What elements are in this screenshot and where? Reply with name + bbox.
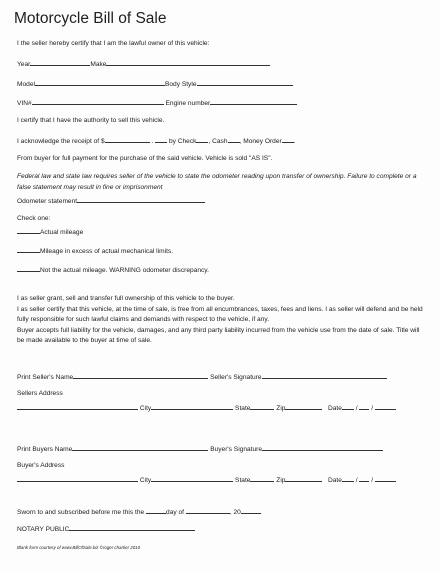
sworn-day-label: day of xyxy=(166,509,184,516)
federal-notice: Federal law and state law requires seller of the vehicle to state the odometer reading upon transfer of ownership. Failure to complete or a false statement may result in fine or imprisonment xyxy=(17,173,417,191)
receipt-label: I acknowledge the receipt of $ xyxy=(17,138,105,145)
option-actual-label: Actual mileage xyxy=(40,229,84,236)
check-one-label: Check one: xyxy=(17,215,51,222)
transfer-paragraph xyxy=(17,294,427,347)
buyer-city-field[interactable] xyxy=(151,475,233,482)
seller-city-field[interactable] xyxy=(151,403,233,410)
sworn-year-label: , 20 xyxy=(229,509,241,516)
year-row xyxy=(17,59,270,69)
check-field[interactable] xyxy=(196,136,208,143)
notary-label: NOTARY PUBLIC xyxy=(17,526,70,533)
engine-number-field[interactable] xyxy=(210,98,297,105)
money-order-field[interactable] xyxy=(282,136,294,143)
option-actual-checkbox[interactable] xyxy=(17,227,40,234)
certify-authority-text: I certify that I have the authority to sell this vehicle. xyxy=(17,117,165,124)
buyer-address-label: Buyer's Address xyxy=(17,462,65,469)
buyer-state-label: State xyxy=(235,477,251,484)
buyer-address-field[interactable] xyxy=(17,475,138,482)
engine-number-label: Engine number xyxy=(165,100,211,107)
vin-row xyxy=(17,98,297,108)
buyer-accepts-text: Buyer accepts full liability for the vehicle, damages, and any third party liability incurred from the vehicle use from the date of sale. Title will be made available to the buyer at time of sale. xyxy=(17,326,420,344)
certify-sale-text: I as seller certify that this vehicle, at the time of sale, is free from all encumbrances, taxes, fees and liens. I as seller will defend and be held fully responsible for such lawful claims and demands with respect to the vehicle, if any. xyxy=(17,305,423,323)
odometer-row xyxy=(17,196,205,206)
option-excess-checkbox[interactable] xyxy=(17,246,40,253)
buyer-date-label: Date xyxy=(327,477,342,484)
sworn-month-field[interactable] xyxy=(186,507,230,514)
from-buyer-text: From buyer for full payment for the purchase of the said vehicle. Vehicle is sold "AS IS". xyxy=(17,155,273,162)
vin-label: VIN# xyxy=(17,100,32,107)
buyer-signature-field[interactable] xyxy=(262,444,383,451)
buyer-name-label: Print Buyers Name xyxy=(17,446,73,453)
seller-state-label: State xyxy=(235,405,251,412)
sworn-day-field[interactable] xyxy=(146,507,166,514)
buyer-signature-label: Buyer's Signature xyxy=(210,446,263,453)
buyer-name-field[interactable] xyxy=(72,444,208,451)
seller-zip-field[interactable] xyxy=(285,403,322,410)
option-not-actual xyxy=(17,265,209,275)
seller-address-label: Sellers Address xyxy=(17,390,63,397)
by-check-label: by Check xyxy=(168,138,197,145)
seller-address-field[interactable] xyxy=(17,403,138,410)
cash-label: Cash xyxy=(212,138,228,145)
year-label: Year xyxy=(17,61,31,68)
option-excess xyxy=(17,246,173,256)
intro-text: I the seller hereby certify that I am the lawful owner of this vehicle: xyxy=(17,40,210,47)
receipt-row: I acknowledge the receipt of $ . by Check , Cash , Money Order . xyxy=(17,138,296,145)
seller-name-label: Print Seller's Name xyxy=(17,374,74,381)
option-not-actual-checkbox[interactable] xyxy=(17,265,40,272)
seller-signature-field[interactable] xyxy=(262,372,387,379)
odometer-field[interactable] xyxy=(77,196,205,203)
seller-date-label: Date xyxy=(327,405,342,412)
buyer-state-field[interactable] xyxy=(250,475,274,482)
buyer-zip-label: Zip xyxy=(276,477,286,484)
body-style-field[interactable] xyxy=(197,79,293,86)
body-style-label: Body Style xyxy=(164,81,197,88)
page-title: Motorcycle Bill of Sale xyxy=(14,10,167,27)
seller-date-day[interactable] xyxy=(359,403,369,410)
cash-field[interactable] xyxy=(228,136,240,143)
buyer-date-year[interactable] xyxy=(375,475,396,482)
seller-address-row: City State Zip Date / / xyxy=(17,403,396,413)
buyer-city-label: City xyxy=(139,477,152,484)
buyer-date-day[interactable] xyxy=(359,475,369,482)
sworn-row xyxy=(17,507,261,517)
seller-signature-label: Seller's Signature xyxy=(210,374,262,381)
seller-name-row xyxy=(17,372,387,382)
seller-date-month[interactable] xyxy=(342,403,354,410)
vin-field[interactable] xyxy=(32,98,164,105)
model-row xyxy=(17,79,293,89)
option-actual xyxy=(17,227,83,237)
notary-row xyxy=(17,524,195,534)
option-excess-label: Mileage in excess of actual mechanical limits. xyxy=(40,248,174,255)
model-label: Model xyxy=(17,81,35,88)
notary-field[interactable] xyxy=(69,524,195,531)
receipt-dollars-field[interactable] xyxy=(105,136,150,143)
odometer-label: Odometer statement xyxy=(17,198,78,205)
option-not-actual-label: Not the actual mileage. WARNING odometer discrepancy. xyxy=(40,267,209,274)
buyer-date-month[interactable] xyxy=(342,475,354,482)
sworn-label: Sworn to and subscribed before me this the xyxy=(17,509,145,516)
grant-text: I as seller grant, sell and transfer full ownership of this vehicle to the buyer. xyxy=(17,295,235,302)
money-order-label: Money Order xyxy=(243,138,282,145)
sworn-year-field[interactable] xyxy=(241,507,261,514)
seller-city-label: City xyxy=(139,405,152,412)
buyer-address-row: City State Zip Date / / xyxy=(17,475,396,485)
seller-date-year[interactable] xyxy=(375,403,396,410)
seller-name-field[interactable] xyxy=(73,372,208,379)
seller-state-field[interactable] xyxy=(250,403,274,410)
receipt-cents-field[interactable] xyxy=(155,136,167,143)
seller-zip-label: Zip xyxy=(276,405,286,412)
model-field[interactable] xyxy=(35,79,165,86)
year-field[interactable] xyxy=(30,59,90,66)
footer-credit: Blank form courtesy of www.BillOfSale.biz ©roger chartier 2010 xyxy=(17,545,141,550)
make-label: Make xyxy=(90,61,107,68)
buyer-name-row xyxy=(17,444,383,454)
buyer-zip-field[interactable] xyxy=(285,475,322,482)
make-field[interactable] xyxy=(106,59,270,66)
